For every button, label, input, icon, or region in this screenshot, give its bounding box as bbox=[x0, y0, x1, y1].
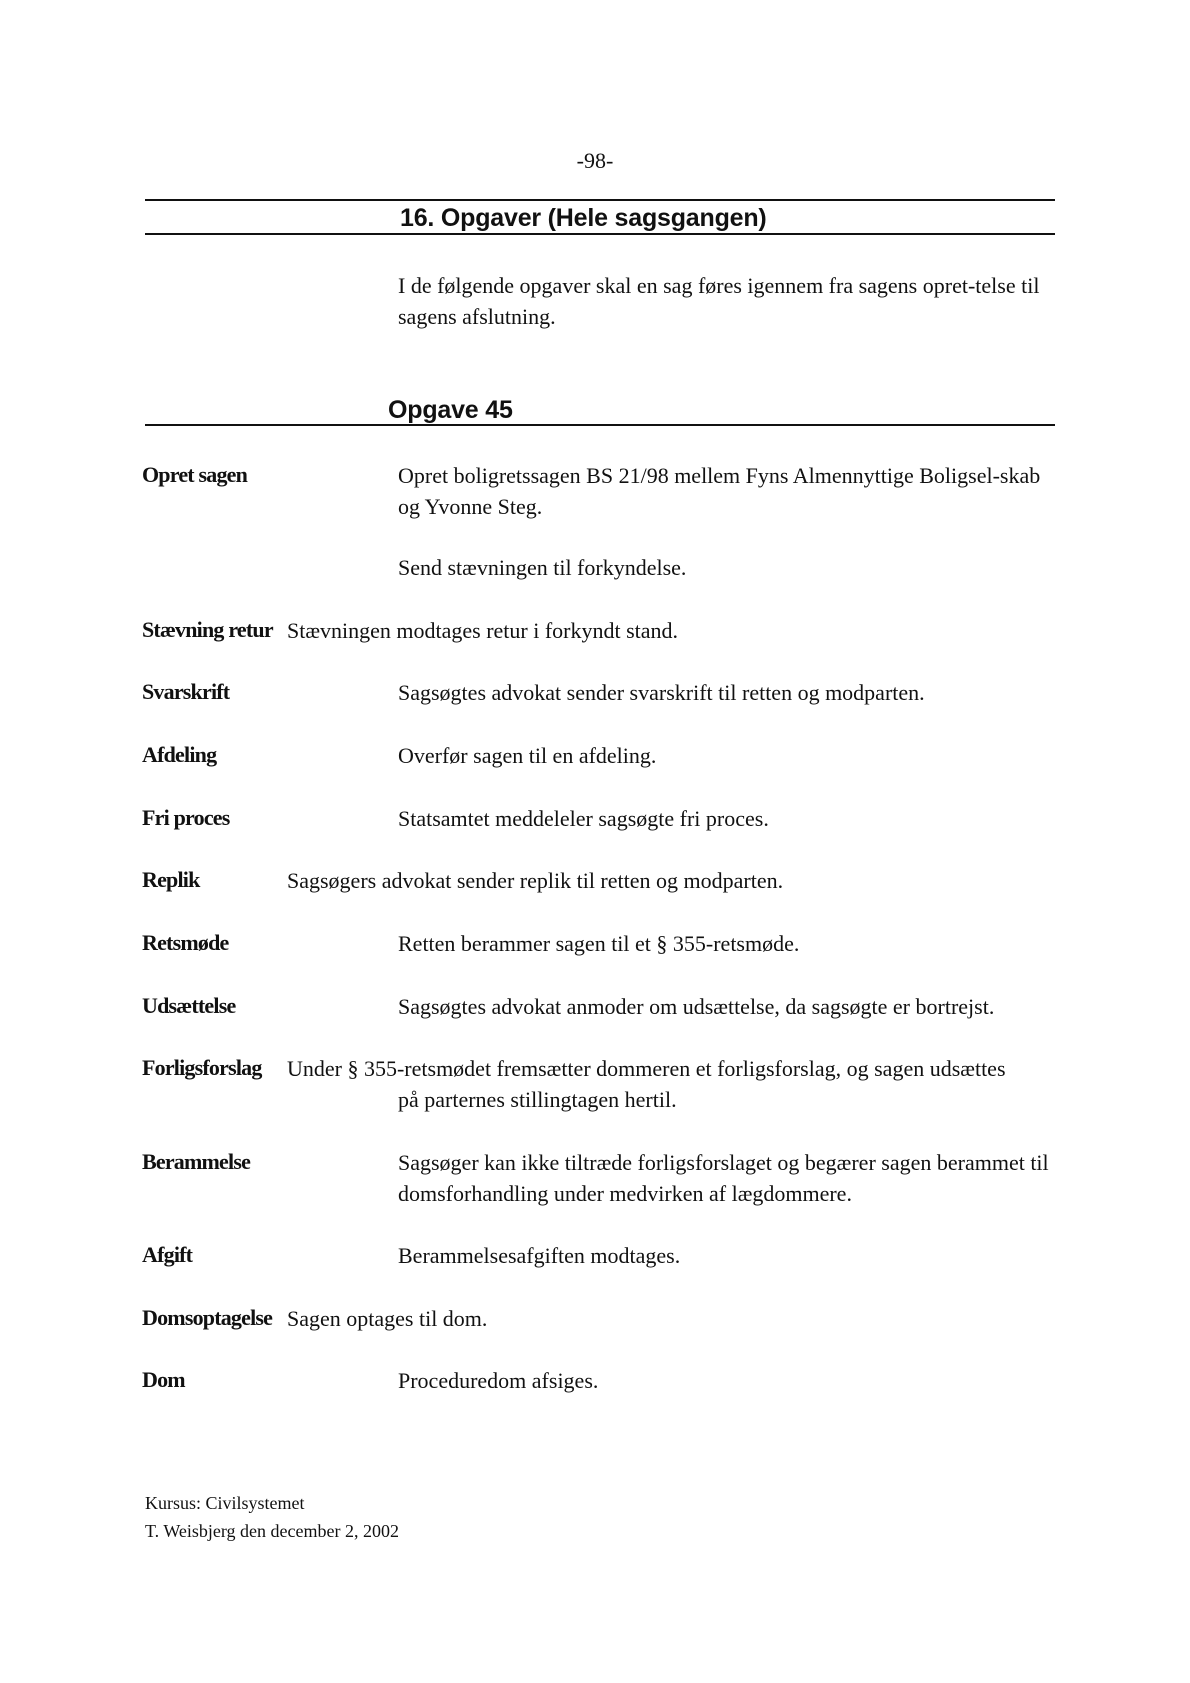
term-berammelse: Berammelse bbox=[142, 1149, 251, 1174]
desc-forligsforslag-line2: på parternes stillingtagen hertil. bbox=[398, 1087, 677, 1112]
term-forligsforslag: Forligsforslag bbox=[142, 1055, 262, 1080]
desc-domsoptagelse: Sagen optages til dom. bbox=[287, 1306, 488, 1331]
footer-author-date: T. Weisbjerg den december 2, 2002 bbox=[145, 1521, 399, 1541]
footer-course: Kursus: Civilsystemet bbox=[145, 1493, 305, 1513]
task-rule bbox=[145, 424, 1055, 426]
desc-retsmoede: Retten berammer sagen til et § 355-retsmøde. bbox=[398, 931, 800, 956]
term-replik: Replik bbox=[142, 867, 200, 892]
term-svarskrift: Svarskrift bbox=[142, 679, 230, 704]
desc-afgift: Berammelsesafgiften modtages. bbox=[398, 1243, 681, 1268]
chapter-rule-bottom bbox=[145, 233, 1055, 235]
term-fri-proces: Fri proces bbox=[142, 805, 230, 830]
desc-replik: Sagsøgers advokat sender replik til retten og modparten. bbox=[287, 868, 784, 893]
desc-fri-proces: Statsamtet meddeleler sagsøgte fri proces. bbox=[398, 806, 769, 831]
intro-text: I de følgende opgaver skal en sag føres igennem fra sagens opret-telse til sagens afslutning. bbox=[398, 273, 1040, 329]
chapter-title: 16. Opgaver (Hele sagsgangen) bbox=[400, 204, 767, 232]
page-number: -98- bbox=[576, 148, 614, 173]
term-afdeling: Afdeling bbox=[142, 742, 217, 767]
term-dom: Dom bbox=[142, 1367, 185, 1392]
desc-dom: Proceduredom afsiges. bbox=[398, 1368, 599, 1393]
term-retsmoede: Retsmøde bbox=[142, 930, 229, 955]
desc-opret-sagen: Opret boligretssagen BS 21/98 mellem Fyns Almennyttige Boligsel-skab og Yvonne Steg. bbox=[398, 463, 1041, 519]
desc-send-staevning: Send stævningen til forkyndelse. bbox=[398, 555, 687, 580]
chapter-rule-top bbox=[145, 199, 1055, 201]
desc-svarskrift: Sagsøgtes advokat sender svarskrift til retten og modparten. bbox=[398, 680, 925, 705]
desc-staevning-retur: Stævningen modtages retur i forkyndt stand. bbox=[287, 618, 679, 643]
term-udsaettelse: Udsættelse bbox=[142, 993, 236, 1018]
term-domsoptagelse: Domsoptagelse bbox=[142, 1305, 273, 1330]
task-title: Opgave 45 bbox=[388, 396, 513, 424]
desc-afdeling: Overfør sagen til en afdeling. bbox=[398, 743, 657, 768]
desc-berammelse: Sagsøger kan ikke tiltræde forligsforslaget og begærer sagen berammet til domsforhandling under medvirken af lægdommere. bbox=[398, 1150, 1049, 1206]
term-opret-sagen: Opret sagen bbox=[142, 462, 248, 487]
desc-udsaettelse: Sagsøgtes advokat anmoder om udsættelse, da sagsøgte er bortrejst. bbox=[398, 994, 995, 1019]
desc-forligsforslag-line1: Under § 355-retsmødet fremsætter dommeren et forligsforslag, og sagen udsættes bbox=[287, 1056, 1006, 1081]
term-staevning-retur: Stævning retur bbox=[142, 617, 273, 642]
term-afgift: Afgift bbox=[142, 1242, 193, 1267]
desc-forligsforslag bbox=[287, 1053, 1063, 1115]
